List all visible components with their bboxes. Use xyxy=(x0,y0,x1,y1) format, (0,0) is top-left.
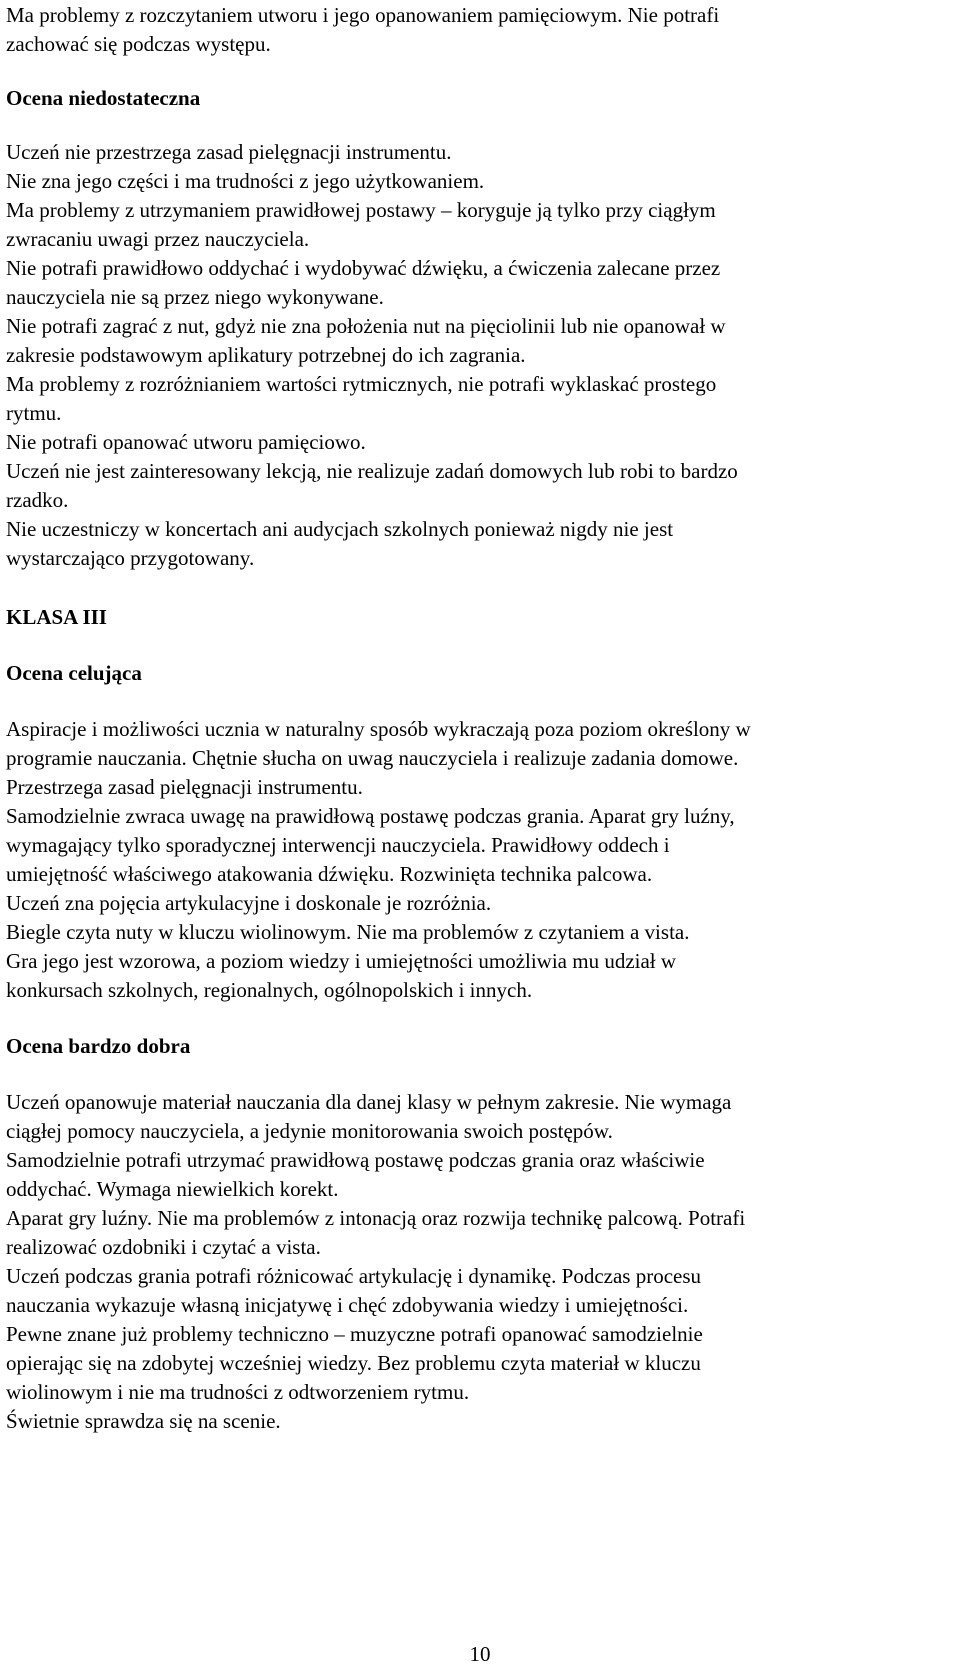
text-line: Samodzielnie zwraca uwagę na prawidłową postawę podczas grania. Aparat gry luźny, xyxy=(6,804,735,828)
text-line: zwracaniu uwagi przez nauczyciela. xyxy=(6,227,310,251)
text-line: rzadko. xyxy=(6,488,69,512)
text-line: Przestrzega zasad pielęgnacji instrumentu. xyxy=(6,775,363,799)
text-line: Samodzielnie potrafi utrzymać prawidłową postawę podczas grania oraz właściwie xyxy=(6,1148,705,1172)
section-ocena-niedostateczna xyxy=(6,138,950,573)
text-line: nauczyciela nie są przez niego wykonywane. xyxy=(6,285,384,309)
text-line: zakresie podstawowym aplikatury potrzebnej do ich zagrania. xyxy=(6,343,526,367)
text-line: zachować się podczas występu. xyxy=(6,32,271,56)
heading-ocena-bardzo-dobra: Ocena bardzo dobra xyxy=(6,1034,191,1058)
text-line: Nie uczestniczy w koncertach ani audycjach szkolnych ponieważ nigdy nie jest xyxy=(6,517,674,541)
text-line: wiolinowym i nie ma trudności z odtworzeniem rytmu. xyxy=(6,1380,470,1404)
heading-ocena-niedostateczna: Ocena niedostateczna xyxy=(6,86,201,110)
heading-klasa-iii: KLASA III xyxy=(6,605,107,629)
text-line: nauczania wykazuje własną inicjatywę i chęć zdobywania wiedzy i umiejętności. xyxy=(6,1293,689,1317)
text-line: Nie potrafi prawidłowo oddychać i wydobywać dźwięku, a ćwiczenia zalecane przez xyxy=(6,256,721,280)
text-line: Uczeń podczas grania potrafi różnicować artykulację i dynamikę. Podczas procesu xyxy=(6,1264,702,1288)
text-line: programie nauczania. Chętnie słucha on uwag nauczyciela i realizuje zadania domowe. xyxy=(6,746,739,770)
text-line: Gra jego jest wzorowa, a poziom wiedzy i umiejętności umożliwia mu udział w xyxy=(6,949,677,973)
text-line: Ma problemy z utrzymaniem prawidłowej postawy – koryguje ją tylko przy ciągłym xyxy=(6,198,716,222)
text-line: Uczeń zna pojęcia artykulacyjne i doskonale je rozróżnia. xyxy=(6,891,492,915)
text-line: konkursach szkolnych, regionalnych, ogólnopolskich i innych. xyxy=(6,978,533,1002)
text-line: wymagający tylko sporadycznej interwencji nauczyciela. Prawidłowy oddech i xyxy=(6,833,670,857)
text-line: ciągłej pomocy nauczyciela, a jedynie monitorowania swoich postępów. xyxy=(6,1119,613,1143)
text-line: rytmu. xyxy=(6,401,62,425)
text-line: Ma problemy z rozczytaniem utworu i jego opanowaniem pamięciowym. Nie potrafi xyxy=(6,3,720,27)
text-line: Nie potrafi zagrać z nut, gdyż nie zna położenia nut na pięciolinii lub nie opanował w xyxy=(6,314,726,338)
section-ocena-bardzo-dobra xyxy=(6,1088,950,1436)
section-ocena-celujaca xyxy=(6,715,950,1005)
text-line: Pewne znane już problemy techniczno – muzyczne potrafi opanować samodzielnie xyxy=(6,1322,703,1346)
text-line: Ma problemy z rozróżnianiem wartości rytmicznych, nie potrafi wyklaskać prostego xyxy=(6,372,717,396)
text-line: Biegle czyta nuty w kluczu wiolinowym. Nie ma problemów z czytaniem a vista. xyxy=(6,920,690,944)
text-line: oddychać. Wymaga niewielkich korekt. xyxy=(6,1177,339,1201)
text-line: opierając się na zdobytej wcześniej wiedzy. Bez problemu czyta materiał w kluczu xyxy=(6,1351,701,1375)
document-page xyxy=(6,1,950,1436)
text-line: Świetnie sprawdza się na scenie. xyxy=(6,1409,281,1433)
text-line: umiejętność właściwego atakowania dźwięku. Rozwinięta technika palcowa. xyxy=(6,862,653,886)
text-line: Aspiracje i możliwości ucznia w naturalny sposób wykraczają poza poziom określony w xyxy=(6,717,751,741)
text-line: Uczeń opanowuje materiał nauczania dla danej klasy w pełnym zakresie. Nie wymaga xyxy=(6,1090,732,1114)
text-line: Nie zna jego części i ma trudności z jego użytkowaniem. xyxy=(6,169,485,193)
text-line: Uczeń nie jest zainteresowany lekcją, nie realizuje zadań domowych lub robi to bardzo xyxy=(6,459,738,483)
text-line: realizować ozdobniki i czytać a vista. xyxy=(6,1235,321,1259)
page-number: 10 xyxy=(469,1642,491,1666)
text-line: Aparat gry luźny. Nie ma problemów z intonacją oraz rozwija technikę palcową. Potrafi xyxy=(6,1206,746,1230)
text-line: Nie potrafi opanować utworu pamięciowo. xyxy=(6,430,366,454)
paragraph-intro xyxy=(6,1,950,59)
text-line: Uczeń nie przestrzega zasad pielęgnacji instrumentu. xyxy=(6,140,452,164)
text-line: wystarczająco przygotowany. xyxy=(6,546,255,570)
heading-ocena-celujaca: Ocena celująca xyxy=(6,661,142,685)
